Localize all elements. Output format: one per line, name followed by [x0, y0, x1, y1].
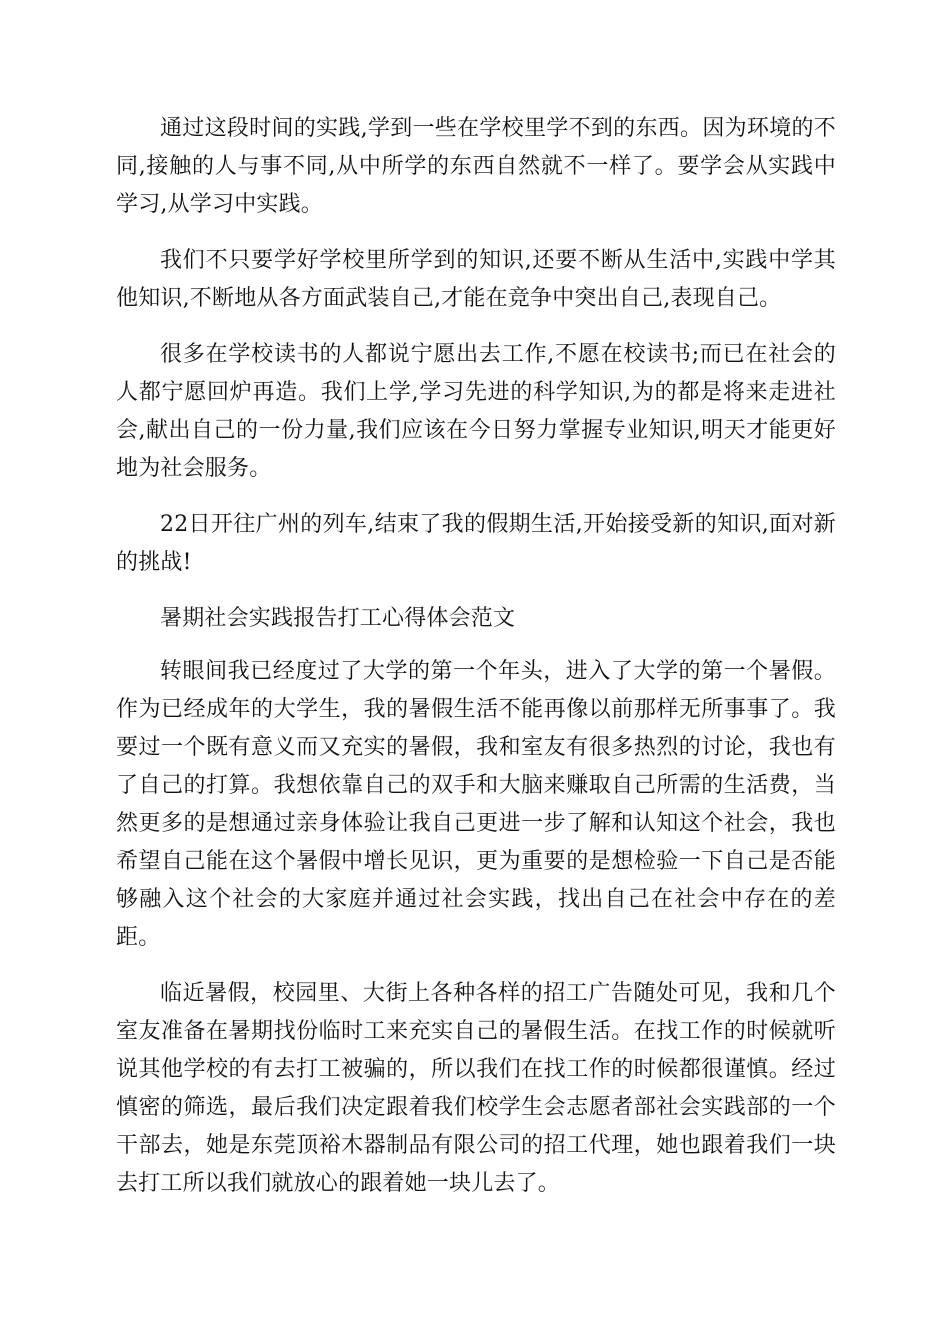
paragraph-practice-learning: 通过这段时间的实践,学到一些在学校里学不到的东西。因为环境的不同,接触的人与事不同,从中所学的东西自然就不一样了。要学会从实践中学习,从学习中实践。	[116, 116, 836, 217]
section-title: 暑期社会实践报告打工心得体会范文	[160, 606, 516, 631]
paragraph-train-guangzhou: 22日开往广州的列车,结束了我的假期生活,开始接受新的知识,面对新的挑战!	[116, 512, 836, 575]
paragraph-society-study: 很多在学校读书的人都说宁愿出去工作,不愿在校读书;而已在社会的人都宁愿回炉再造。我们上学,学习先进的科学知识,为的都是将来走进社会,献出自己的一份力量,我们应该在今日努力掌握专业知识,明天才能更好地为社会服务。	[116, 342, 836, 481]
paragraph-job-search: 临近暑假，校园里、大街上各种各样的招工广告随处可见，我和几个室友准备在暑期找份临时工来充实自己的暑假生活。在找工作的时候就听说其他学校的有去打工被骗的，所以我们在找工作的时候都很谨慎。经过慎密的筛选，最后我们决定跟着我们校学生会志愿者部社会实践部的一个干部去，她是东莞顶裕木器制品有限公司的招工代理，她也跟着我们一块去打工所以我们就放心的跟着她一块儿去了。	[116, 981, 836, 1196]
paragraph-knowledge: 我们不只要学好学校里所学到的知识,还要不断从生活中,实践中学其他知识,不断地从各方面武装自己,才能在竞争中突出自己,表现自己。	[116, 248, 836, 311]
paragraph-first-summer: 转眼间我已经度过了大学的第一个年头，进入了大学的第一个暑假。作为已经成年的大学生，我的暑假生活不能再像以前那样无所事事了。我要过一个既有意义而又充实的暑假，我和室友有很多热烈的讨论，我也有了自己的打算。我想依靠自己的双手和大脑来赚取自己所需的生活费，当然更多的是想通过亲身体验让我自己更进一步了解和认知这个社会，我也希望自己能在这个暑假中增长见识，更为重要的是想检验一下自己是否能够融入这个社会的大家庭并通过社会实践，找出自己在社会中存在的差距。	[116, 659, 836, 950]
document-body	[116, 110, 836, 1221]
